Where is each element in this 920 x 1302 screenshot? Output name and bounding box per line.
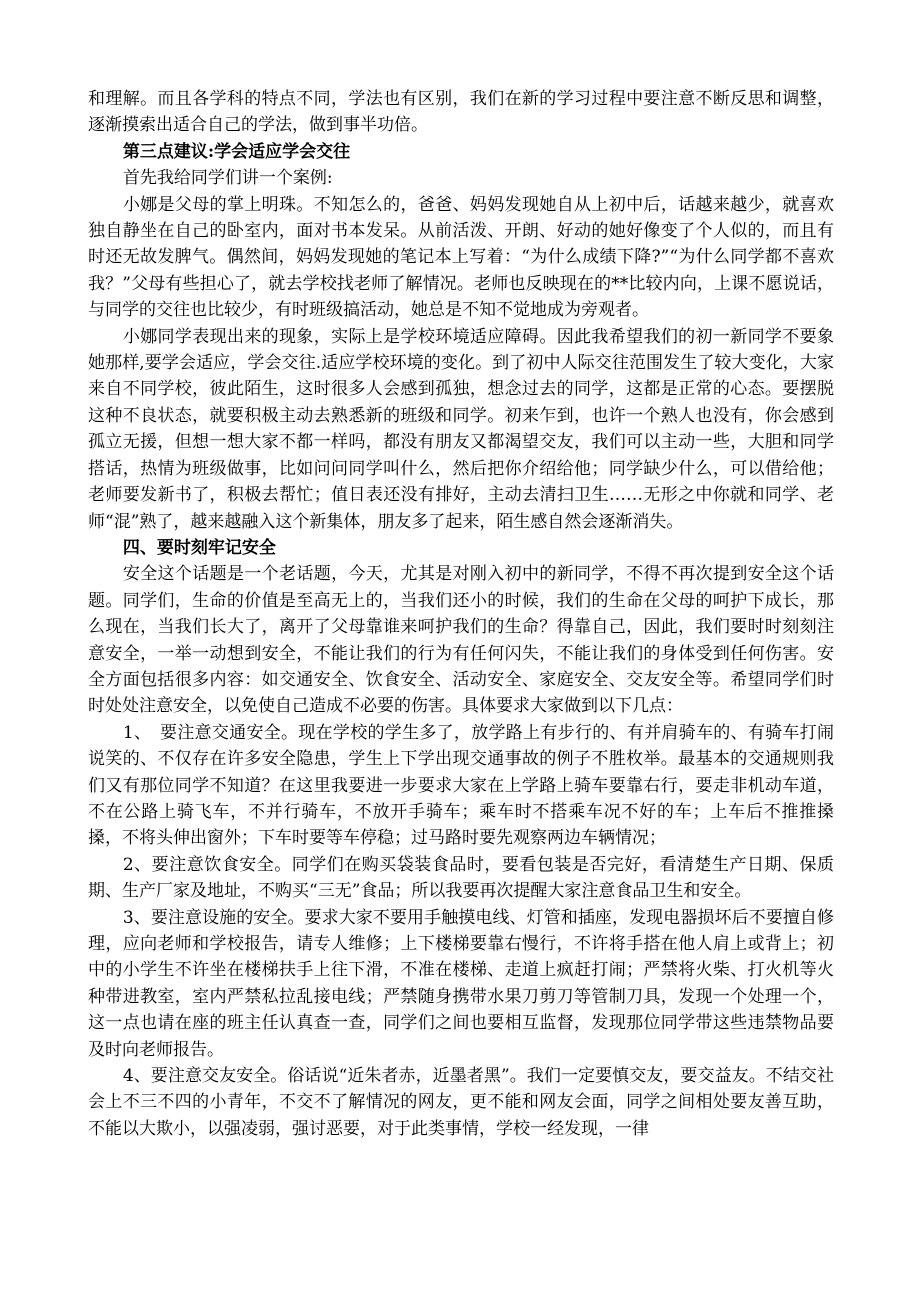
paragraph-case-intro: 首先我给同学们讲一个案例: (122, 168, 333, 189)
paragraph-safety-intro: 安全这个话题是一个老话题，今天，尤其是对刚入初中的新同学，不得不再次提到安全这个话题。同学们，生命的价值是至高无上的，当我们还小的时候，我们的生命在父母的呵护下成长，那么现在，当我们长大了，离开了父母靠谁来呵护我们的生命？得靠自己，因此，我们要时时刻刻注意安全，一举一动想到安全，不能让我们的行为有任何闪失，不能让我们的身体受到任何伤害。安全方面包括很多内容：如交通安全、饮食安全、活动安全、家庭安全、交友安全等。希望同学们时时处处注意安全，以免使自己造成不必要的伤害。具体要求大家做到以下几点： (88, 564, 834, 717)
paragraph-adaptation-advice: 小娜同学表现出来的现象，实际上是学校环境适应障碍。因此我希望我们的初一新同学不要象她那样,要学会适应，学会交往.适应学校环境的变化。到了初中人际交往范围发生了较大变化，大家来自不同学校，彼此陌生，这时很多人会感到孤独，想念过去的同学，这都是正常的心态。要摆脱这种不良状态，就要积极主动去熟悉新的班级和同学。初来乍到，也许一个熟人也没有，你会感到孤立无援，但想一想大家不都一样吗，都没有朋友又都渴望交友，我们可以主动一些，大胆和同学搭话，热情为班级做事，比如问问同学叫什么，然后把你介绍给他；同学缺少什么，可以借给他；老师要发新书了，积极去帮忙；值日表还没有排好，主动去清扫卫生……无形之中你就和同学、老师“混”熟了，越来越融入这个新集体，朋友多了起来，陌生感自然会逐渐消失。 (88, 326, 834, 532)
paragraph-traffic-safety: 1、 要注意交通安全。现在学校的学生多了，放学路上有步行的、有并肩骑车的、有骑车打闹说笑的、不仅存在许多安全隐患，学生上下学出现交通事故的例子不胜枚举。最基本的交通规则我们又有那位同学不知道？在这里我要进一步要求大家在上学路上骑车要靠右行，要走非机动车道，不在公路上骑飞车，不并行骑车，不放开手骑车；乘车时不搭乘车况不好的车；上车后不推推搡搡，不将头伸出窗外；下车时要等车停稳；过马路时要先观察两边车辆情况； (88, 722, 834, 849)
heading-adapt-and-socialize: 第三点建议:学会适应学会交往 (122, 141, 351, 162)
paragraph-food-safety: 2、要注意饮食安全。同学们在购买袋装食品时，要看包装是否完好，看清楚生产日期、保质期、生产厂家及地址，不购买“三无”食品；所以我要再次提醒大家注意食品卫生和安全。 (88, 854, 834, 902)
paragraph-friendship-safety: 4、要注意交友安全。俗话说“近朱者赤，近墨者黑”。我们一定要慎交友，要交益友。不结交社会上不三不四的小青年，不交不了解情况的网友，更不能和网友会面，同学之间相处要友善互助，不能以大欺小，以强凌弱，强讨恶要，对于此类事情，学校一经发现，一律 (88, 1066, 834, 1139)
paragraph-facility-safety: 3、要注意设施的安全。要求大家不要用手触摸电线、灯管和插座，发现电器损坏后不要擅自修理，应向老师和学校报告，请专人维修；上下楼梯要靠右慢行，不许将手搭在他人肩上或背上；初中的小学生不许坐在楼梯扶手上往下滑，不准在楼梯、走道上疯赶打闹；严禁将火柴、打火机等火种带进教室，室内严禁私拉乱接电线；严禁随身携带水果刀剪刀等管制刀具，发现一个处理一个，这一点也请在座的班主任认真查一查，同学们之间也要相互监督，发现那位同学带这些违禁物品要及时向老师报告。 (88, 907, 834, 1060)
heading-safety: 四、要时刻牢记安全 (122, 537, 276, 558)
paragraph-case-story: 小娜是父母的掌上明珠。不知怎么的，爸爸、妈妈发现她自从上初中后，话越来越少，就喜欢独自静坐在自己的卧室内，面对书本发呆。从前活泼、开朗、好动的她好像变了个人似的，而且有时还无故发脾气。偶然间，妈妈发现她的笔记本上写着：“为什么成绩下降?”“为什么同学都不喜欢我？”父母有些担心了，就去学校找老师了解情况。老师也反映现在的**比较内向，上课不愿说话，与同学的交往也比较少，有时班级搞活动，她总是不知不觉地成为旁观者。 (88, 194, 834, 321)
paragraph-continuation: 和理解。而且各学科的特点不同，学法也有区别，我们在新的学习过程中要注意不断反思和调整，逐渐摸索出适合自己的学法，做到事半功倍。 (88, 89, 834, 136)
